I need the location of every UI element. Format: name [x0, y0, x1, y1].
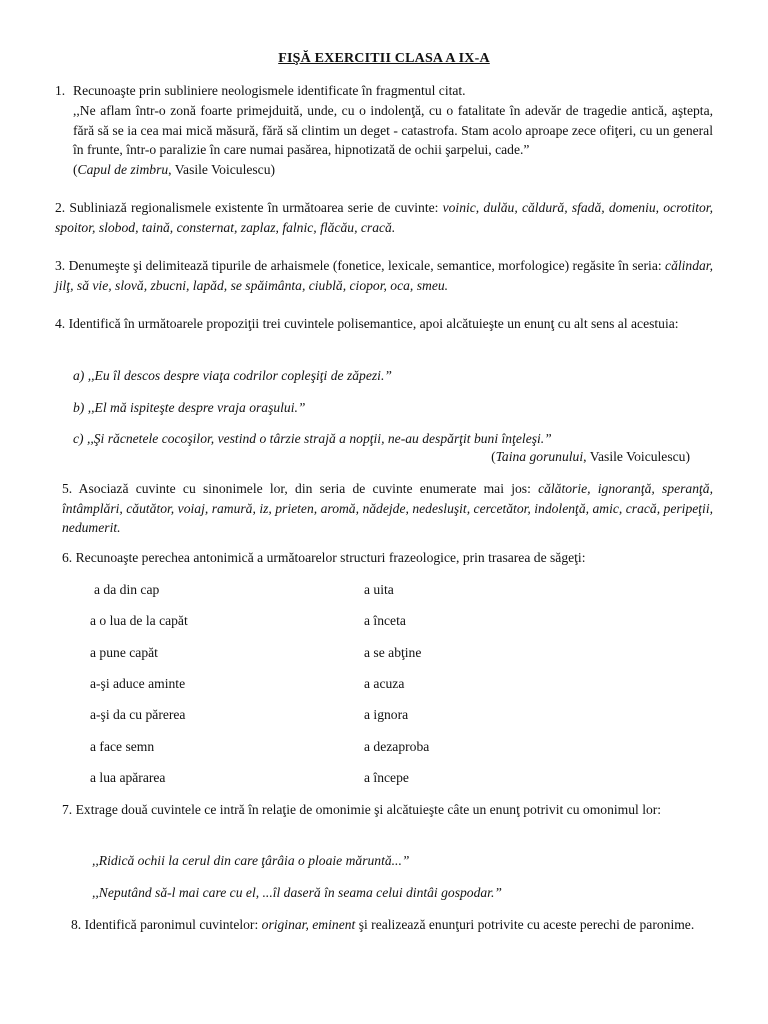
ex8-word-1: originar [261, 917, 306, 932]
ex3-instruction: 3. Denumeşte şi delimitează tipurile de arhaismele (fonetice, lexicale, semantice, morfologice) regăsite în seria: [55, 258, 666, 273]
ex5-instruction: 5. Asociază cuvinte cu sinonimele lor, din seria de cuvinte enumerate mai jos: [62, 481, 539, 496]
ex7-quote-1: ,,Ridică ochii la cerul din care ţârâia o ploaie măruntă...” [92, 853, 410, 868]
ex8-paragraph [55, 915, 713, 935]
ex8-separator: , [305, 917, 313, 932]
ex7-quote-2: ,,Neputând să-l mai care cu el, ...îl daseră în seama celui dintâi gospodar.” [92, 885, 502, 900]
ex1-instruction: Recunoaşte prin subliniere neologismele identificate în fragmentul citat. [73, 83, 466, 98]
ex5-paragraph [62, 479, 713, 538]
ex1-source-title: Capul de zimbru [77, 162, 169, 177]
ex6-left-item: a o lua de la capăt [90, 613, 188, 628]
ex2-words: voinic, dulău, căldură, sfadă, domeniu, ocrotitor, spoitor, slobod, taină, consternat, zaplaz, falnic, flăcău, cracă. [55, 200, 713, 235]
ex8-word-2: eminent [312, 917, 356, 932]
ex1-quote: ,,Ne aflam într-o zonă foarte primejduită, unde, cu o indolenţă, cu o fatalitate în adevăr de tragedie antică, aştepta, fără să se ia cea mai mică măsură, fără să clintim un deget - catastrofa. Stam acolo aproape zece ofiţeri, cu un general în frunte, într-o paralizie în care numai pasărea, hipnotizată de ochii şarpelui, cade.” [73, 103, 713, 158]
ex3-paragraph [55, 256, 713, 295]
page-title: FIŞĂ EXERCITII CLASA A IX-A [278, 51, 490, 66]
ex6-left-item: a face semn [90, 739, 155, 754]
ex6-right-item: a uita [364, 582, 394, 597]
ex6-right-item: a dezaproba [364, 739, 430, 754]
ex6-right-item: a se abţine [364, 645, 422, 660]
ex6-right-item: a începe [364, 770, 409, 785]
ex6-instruction: 6. Recunoaşte perechea antonimică a următoarelor structuri frazeologice, prin trasarea de săgeţi: [62, 550, 586, 565]
ex1-source-open: ( [73, 162, 78, 177]
ex6-left-item: a da din cap [94, 582, 160, 597]
ex1-source-author: , Vasile Voiculescu) [168, 162, 276, 177]
ex6-left-item: a-şi aduce aminte [90, 676, 186, 691]
ex2-paragraph [55, 198, 713, 237]
ex7-instruction: 7. Extrage două cuvintele ce intră în relaţie de omonimie şi alcătuieşte câte un enunţ potrivit cu omonimul lor: [62, 802, 662, 817]
ex6-left-item: a-şi da cu părerea [90, 707, 186, 722]
ex3-words: călindar, jilţ, să vie, slovă, zbucni, lapăd, se spăimânta, ciublă, ciopor, oca, smeu. [55, 258, 713, 293]
ex6-right-item: a ignora [364, 707, 409, 722]
ex4-item-b: b) ,,El mă ispiteşte despre vraja oraşului.” [73, 400, 306, 415]
ex8-instruction-end: şi realizează enunţuri potrivite cu aceste perechi de paronime. [355, 917, 695, 932]
ex5-words: călătorie, ignoranţă, speranţă, întâmplări, căutător, voiaj, ramură, iz, prieten, aromă, nădejde, nedesluşit, cercetător, indolenţă, amic, cracă, peripeţii, nedumerit. [62, 481, 713, 536]
ex4-source [400, 447, 690, 467]
ex1-source [73, 160, 713, 180]
ex6-left-item: a lua apărarea [90, 770, 166, 785]
ex4-source-open: ( [491, 449, 496, 464]
ex4-instruction: 4. Identifică în următoarele propoziţii trei cuvintele polisemantice, apoi alcătuieşte un enunţ cu alt sens al acestuia: [55, 316, 679, 331]
ex6-right-item: a acuza [364, 676, 405, 691]
ex1-number: 1. [55, 83, 66, 98]
ex2-instruction: 2. Subliniază regionalismele existente în următoarea serie de cuvinte: [55, 200, 443, 215]
ex8-instruction: 8. Identifică paronimul cuvintelor: [71, 917, 262, 932]
ex4-item-a: a) ,,Eu îl descos despre viaţa codrilor copleşiţi de zăpezi.” [73, 368, 392, 383]
ex4-source-title: Taina gorunului [495, 449, 584, 464]
ex6-right-item: a înceta [364, 613, 406, 628]
ex4-item-c: c) ,,Şi răcnetele cocoşilor, vestind o târzie strajă a nopţii, ne-au despărţit buni înţeleşi.” [73, 431, 552, 446]
ex6-left-item: a pune capăt [90, 645, 158, 660]
ex4-source-author: , Vasile Voiculescu) [583, 449, 690, 464]
